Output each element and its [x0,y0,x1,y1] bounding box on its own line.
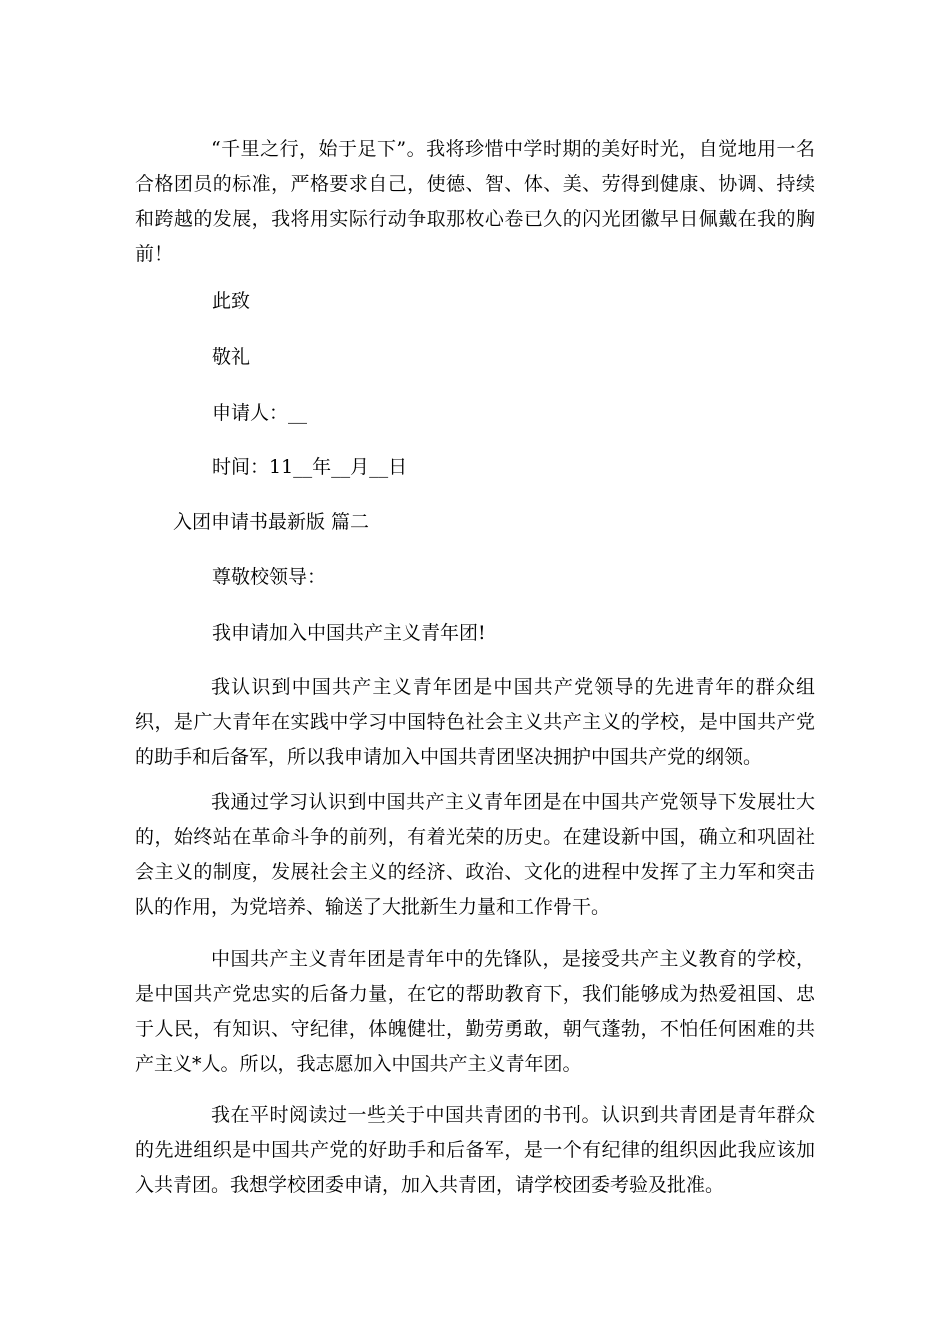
applicant-line: 申请人：__ [212,402,308,424]
closing-cizhi: 此致 [212,290,251,312]
request-line: 我申请加入中国共产主义青年团! [212,622,486,644]
paragraph-3: 中国共产主义青年团是青年中的先锋队，是接受共产主义教育的学校，是中国共产党忠实的后备力量，在它的帮助教育下，我们能够成为热爱祖国、忠于人民，有知识、守纪律，体魄健壮，勤劳勇敢，朝气蓬勃，不怕任何困难的共产主义*人。所以，我志愿加入中国共产主义青年团。 [135,948,815,1075]
paragraph-1: 我认识到中国共产主义青年团是中国共产党领导的先进青年的群众组织，是广大青年在实践中学习中国特色社会主义共产主义的学校，是中国共产党的助手和后备军，所以我申请加入中国共青团坚决拥护中国共产党的纲领。 [135,676,815,768]
paragraph-4: 我在平时阅读过一些关于中国共青团的书刊。认识到共青团是青年群众的先进组织是中国共产党的好助手和后备军，是一个有纪律的组织因此我应该加入共青团。我想学校团委申请，加入共青团，请学校团委考验及批准。 [135,1104,815,1196]
intro-paragraph: “千里之行，始于足下”。我将珍惜中学时期的美好时光，自觉地用一名合格团员的标准，严格要求自己，使德、智、体、美、劳得到健康、协调、持续和跨越的发展，我将用实际行动争取那枚心卷已久的闪光团徽早日佩戴在我的胸前！ [135,138,815,265]
closing-jingli: 敬礼 [212,346,251,368]
section-title: 入团申请书最新版 篇二 [173,511,370,533]
paragraph-2: 我通过学习认识到中国共产主义青年团是在中国共产党领导下发展壮大的，始终站在革命斗争的前列，有着光荣的历史。在建设新中国，确立和巩固社会主义的制度，发展社会主义的经济、政治、文化的进程中发挥了主力军和突击队的作用，为党培养、输送了大批新生力量和工作骨干。 [135,791,815,918]
salutation: 尊敬校领导： [212,566,327,588]
date-line: 时间：11__年__月__日 [212,456,408,478]
